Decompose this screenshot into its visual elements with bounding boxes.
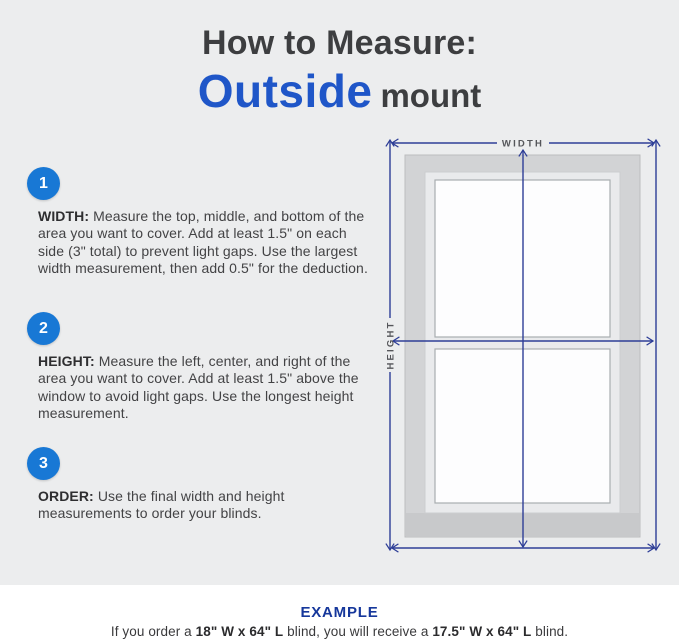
page-title: [0, 24, 679, 118]
height-arrow-label: HEIGHT: [385, 320, 397, 370]
step-1-badge: 1: [27, 167, 60, 200]
example-ordered-size: 18" W x 64" L: [195, 624, 284, 639]
step-1-label: WIDTH:: [38, 208, 90, 224]
step-3-body: Use the final width and height measurements to order your blinds.: [38, 488, 285, 522]
example-section: [0, 585, 679, 644]
step-order: [27, 447, 379, 523]
example-middle: blind, you will receive a: [283, 624, 433, 639]
step-2-label: HEIGHT:: [38, 353, 95, 369]
window-diagram-svg: [375, 130, 675, 575]
step-2-text: [38, 353, 372, 422]
step-1-body: Measure the top, middle, and bottom of the area you want to cover. Add at least 1.5" on each side (3" total) to prevent light gaps. Use the largest width measurement, then add 0.5" for the deduction.: [38, 208, 368, 276]
width-arrow-label: WIDTH: [501, 138, 545, 150]
example-sentence: [0, 624, 679, 639]
window-measurement-diagram: [375, 130, 675, 575]
title-mount-type: Outside: [197, 65, 373, 117]
title-suffix: mount: [380, 77, 482, 114]
step-height: [27, 312, 379, 422]
step-3-badge: 3: [27, 447, 60, 480]
title-line2: [0, 64, 679, 118]
step-3-text: [38, 488, 372, 523]
example-prefix: If you order a: [110, 624, 196, 639]
step-3-label: ORDER:: [38, 488, 94, 504]
title-line1: How to Measure:: [201, 24, 478, 62]
step-2-body: Measure the left, center, and right of the area you want to cover. Add at least 1.5" above the window to avoid light gaps. Use the longest height measurement.: [38, 353, 359, 421]
step-width: [27, 167, 379, 277]
example-received-size: 17.5" W x 64" L: [432, 624, 532, 639]
example-heading: EXAMPLE: [300, 604, 379, 621]
example-suffix: blind.: [531, 624, 569, 639]
step-2-badge: 2: [27, 312, 60, 345]
step-1-text: [38, 208, 372, 277]
